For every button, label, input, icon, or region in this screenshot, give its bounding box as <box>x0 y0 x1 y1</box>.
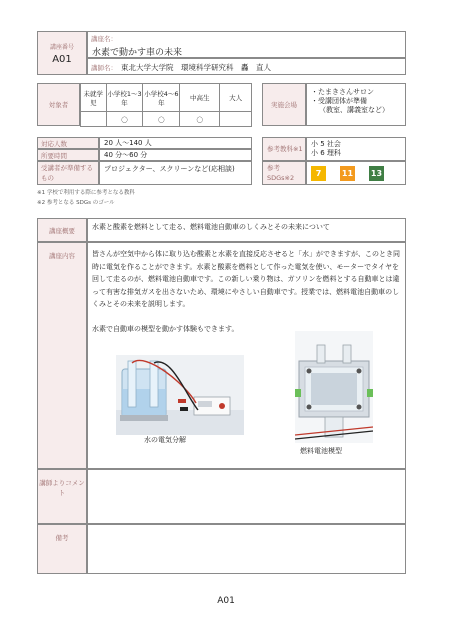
caption-fuel-cell: 燃料電池模型 <box>300 447 342 455</box>
lecturer-name: 東北大学大学院 環境科学研究科 轟 直人 <box>121 63 271 72</box>
note-2: ※2 参考となる SDGs のゴール <box>37 200 115 206</box>
page-number: A01 <box>217 596 235 606</box>
sdgs-cell <box>306 161 406 185</box>
venue-line-2: ・受講団体が準備 <box>311 97 367 105</box>
note-1: ※1 学校で利用する際に参考となる教科 <box>37 190 135 196</box>
remarks-label: 備考 <box>37 524 87 574</box>
sdg-11-icon: 11 <box>340 166 355 181</box>
lecturer-label: 講師名： <box>91 64 117 72</box>
target-mark-0 <box>81 112 107 127</box>
venue-label: 実施会場 <box>262 83 306 126</box>
prep-value: プロジェクター、スクリーンなど(応相談) <box>99 161 252 185</box>
target-col-1: 小学校1～3年 <box>106 84 143 112</box>
summary-label: 講座概要 <box>37 218 87 242</box>
target-mark-1: 〇 <box>106 112 143 127</box>
time-label: 所要時間 <box>37 149 99 161</box>
number-cell <box>37 31 87 75</box>
subject-cell <box>306 137 406 161</box>
sdgs-label: 参考SDGs※2 <box>262 161 306 185</box>
subject-2: 小 6 理科 <box>311 149 341 157</box>
venue-line-3: （教室、講義室など） <box>319 106 389 114</box>
message-label: 講師よりコメント <box>37 469 87 524</box>
caption-electrolysis: 水の電気分解 <box>144 436 186 444</box>
fuel-cell-photo <box>295 331 373 443</box>
content-text: 皆さんが空気中から体に取り込む酸素と水素を直接反応させると「水」ができますが、このとき同時に電気を作ることができます。水素と酸素を燃料として作った電気を使い、モーターでタイヤを回して走るのが、燃料電池自動車です。この新しい乗り物は、ガソリンを燃料とする自動車とは違って有害な排気ガスを出さないため、環境にやさしい自動車です。授業では、燃料電池自動車のしくみとその未来を説明します。 <box>92 250 400 308</box>
summary-text: 水素と酸素を燃料として走る、燃料電池自動車のしくみとその未来について <box>87 218 406 242</box>
time-value: 40 分～60 分 <box>99 149 252 161</box>
subject-1: 小 5 社会 <box>311 140 341 148</box>
target-col-0: 未就学児 <box>81 84 107 112</box>
target-mark-4 <box>220 112 252 127</box>
venue-line-1: ・たまきさんサロン <box>311 88 374 96</box>
content-label: 講座内容 <box>37 242 87 469</box>
lecture-title: 水素で動かす車の未来 <box>92 48 183 58</box>
sdg-7-icon: 7 <box>311 166 326 181</box>
lecture-number: A01 <box>52 53 72 65</box>
message-cell <box>87 469 406 524</box>
people-value: 20 人～140 人 <box>99 137 252 149</box>
content-text-2: 水素で自動車の模型を動かす体験もできます。 <box>92 325 239 333</box>
target-col-3: 中高生 <box>180 84 220 112</box>
target-table <box>80 83 252 127</box>
sdg-13-icon: 13 <box>369 166 384 181</box>
subject-label: 参考教科※1 <box>262 137 306 161</box>
target-mark-3: 〇 <box>180 112 220 127</box>
people-label: 対応人数 <box>37 137 99 149</box>
target-col-4: 大人 <box>220 84 252 112</box>
electrolysis-photo <box>116 355 244 435</box>
title-cell <box>87 31 406 58</box>
content-cell <box>87 242 406 469</box>
venue-cell <box>306 83 406 126</box>
target-mark-2: 〇 <box>143 112 180 127</box>
title-label: 講座名： <box>91 35 117 43</box>
number-label: 講座番号 <box>49 43 74 51</box>
target-label: 対象者 <box>37 83 80 126</box>
lecturer-cell <box>87 58 406 75</box>
prep-label: 受講者が準備するもの <box>37 161 99 185</box>
remarks-cell <box>87 524 406 574</box>
target-col-2: 小学校4～6年 <box>143 84 180 112</box>
